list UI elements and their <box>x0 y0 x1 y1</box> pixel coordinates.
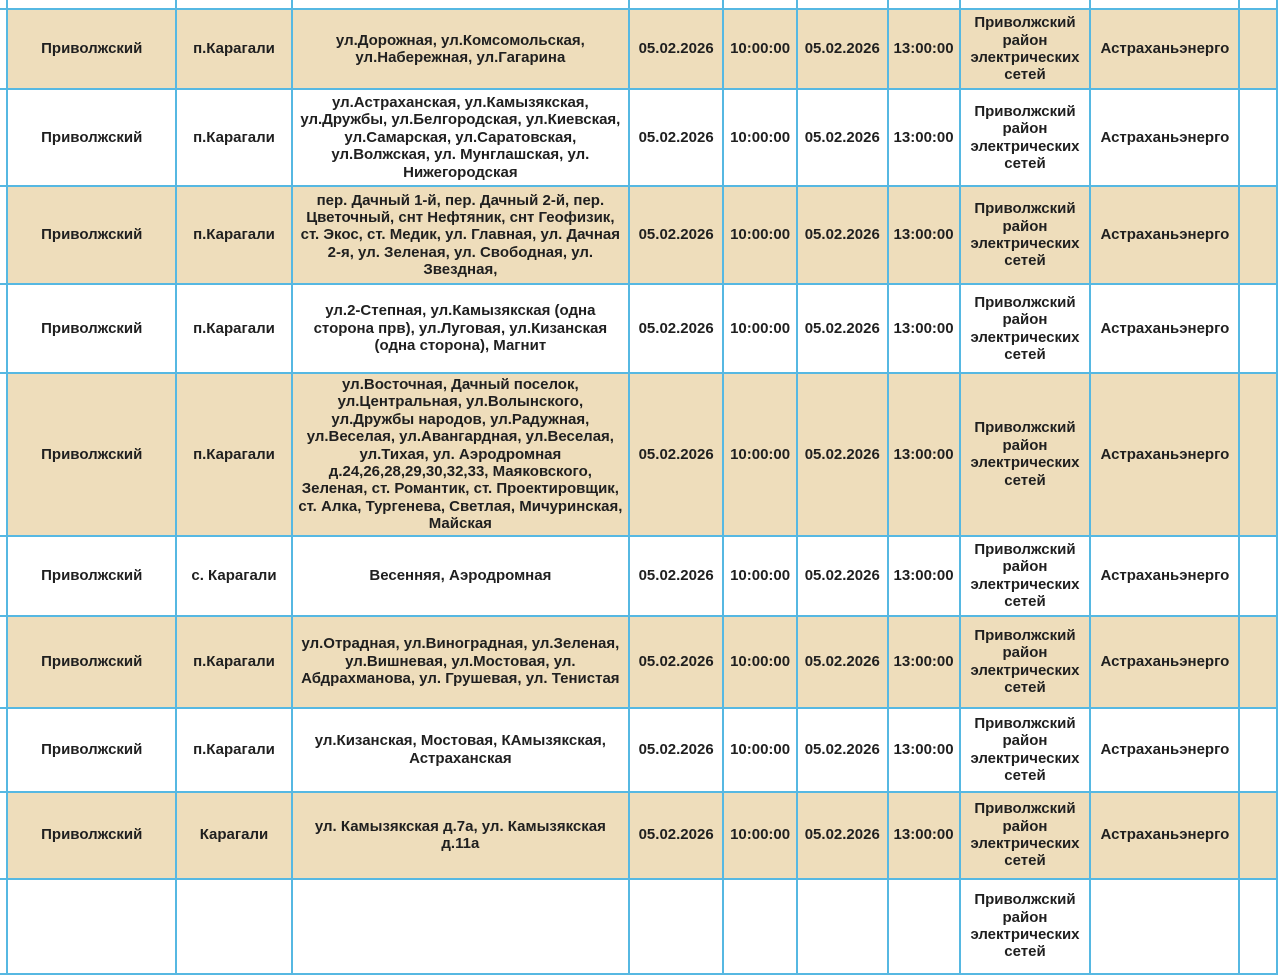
cell-streets: ул.Дорожная, ул.Комсомольская, ул.Набережная, ул.Гагарина <box>292 9 629 89</box>
cell-end-date: 05.02.2026 <box>797 9 888 89</box>
cell-settlement: п.Карагали <box>176 373 291 536</box>
cell-start-date: 05.02.2026 <box>629 792 723 879</box>
cell-end-time: 13:00:00 <box>888 708 960 792</box>
cell-end-time: 13:00:00 <box>888 284 960 373</box>
cell-network-org: Приволжский район электрических сетей <box>960 9 1091 89</box>
cell-network-org: Приволжский район электрических сетей <box>960 708 1091 792</box>
cell-start-time: 10:00:00 <box>723 284 797 373</box>
cell-end-date <box>797 879 888 974</box>
cell-company: Астраханьэнерго <box>1090 186 1239 284</box>
cell-company: Астраханьэнерго <box>1090 284 1239 373</box>
cropped-left-sliver-cell <box>0 536 7 616</box>
cell-district: Приволжский <box>7 373 176 536</box>
cell-district: Приволжский <box>7 186 176 284</box>
cropped-right-sliver-cell <box>1239 792 1277 879</box>
cell-streets: пер. Дачный 1-й, пер. Дачный 2-й, пер. Цветочный, снт Нефтяник, снт Геофизик, ст. Экос, ст. Медик, ул. Главная, ул. Дачная 2-я, ул. Зеленая, ул. Свободная, ул. Звездная, <box>292 186 629 284</box>
cell-company <box>1090 879 1239 974</box>
cropped-left-sliver-cell <box>0 879 7 974</box>
cell-end-date: 05.02.2026 <box>797 792 888 879</box>
cell-start-date: 05.02.2026 <box>629 9 723 89</box>
table-row <box>0 879 1277 974</box>
table-row <box>0 284 1277 373</box>
cell-settlement: с. Карагали <box>176 536 291 616</box>
cell-network-org: Приволжский район электрических сетей <box>960 792 1091 879</box>
cell-start-date <box>629 0 723 9</box>
cell-streets: ул.Астраханская, ул.Камызякская, ул.Дружбы, ул.Белгородская, ул.Киевская, ул.Самарская, ул.Саратовская, ул.Волжская, ул. Мунглашская, ул. Нижегородская <box>292 89 629 186</box>
cropped-left-sliver-cell <box>0 186 7 284</box>
cell-settlement: п.Карагали <box>176 186 291 284</box>
cropped-left-sliver-cell <box>0 616 7 708</box>
cell-end-time <box>888 879 960 974</box>
cell-settlement: п.Карагали <box>176 708 291 792</box>
table-row <box>0 708 1277 792</box>
cropped-left-sliver-cell <box>0 89 7 186</box>
cell-company: Астраханьэнерго <box>1090 708 1239 792</box>
cell-start-date: 05.02.2026 <box>629 616 723 708</box>
cell-end-time <box>888 0 960 9</box>
cell-start-time: 10:00:00 <box>723 186 797 284</box>
cropped-right-sliver-cell <box>1239 616 1277 708</box>
table-row <box>0 616 1277 708</box>
cell-network-org: Приволжский район электрических сетей <box>960 536 1091 616</box>
cropped-left-sliver-cell <box>0 792 7 879</box>
cell-district: Приволжский <box>7 616 176 708</box>
cell-streets: Весенняя, Аэродромная <box>292 536 629 616</box>
cropped-right-sliver-cell <box>1239 9 1277 89</box>
cell-start-time <box>723 0 797 9</box>
cell-start-time: 10:00:00 <box>723 373 797 536</box>
cell-streets: ул.Кизанская, Мостовая, КАмызякская, Астраханская <box>292 708 629 792</box>
cell-start-date: 05.02.2026 <box>629 536 723 616</box>
cell-start-date: 05.02.2026 <box>629 373 723 536</box>
cell-settlement: п.Карагали <box>176 616 291 708</box>
cell-end-time: 13:00:00 <box>888 89 960 186</box>
cropped-right-sliver-cell <box>1239 0 1277 9</box>
cell-company <box>1090 0 1239 9</box>
cell-settlement: Карагали <box>176 792 291 879</box>
cell-network-org <box>960 0 1091 9</box>
cell-district: Приволжский <box>7 89 176 186</box>
cell-end-date: 05.02.2026 <box>797 536 888 616</box>
cell-network-org: Приволжский район электрических сетей <box>960 89 1091 186</box>
cropped-right-sliver-cell <box>1239 536 1277 616</box>
cell-start-time: 10:00:00 <box>723 708 797 792</box>
cell-start-time: 10:00:00 <box>723 89 797 186</box>
cell-end-time: 13:00:00 <box>888 536 960 616</box>
cell-network-org: Приволжский район электрических сетей <box>960 284 1091 373</box>
cell-streets: ул.2-Степная, ул.Камызякская (одна сторона прв), ул.Луговая, ул.Кизанская (одна сторона), Магнит <box>292 284 629 373</box>
cell-end-date: 05.02.2026 <box>797 373 888 536</box>
cropped-left-sliver-cell <box>0 0 7 9</box>
cell-company: Астраханьэнерго <box>1090 792 1239 879</box>
cell-start-time: 10:00:00 <box>723 536 797 616</box>
cell-start-time: 10:00:00 <box>723 792 797 879</box>
cell-start-time: 10:00:00 <box>723 9 797 89</box>
cell-network-org: Приволжский район электрических сетей <box>960 879 1091 974</box>
cropped-left-sliver-cell <box>0 284 7 373</box>
cell-start-time: 10:00:00 <box>723 616 797 708</box>
cell-end-date <box>797 0 888 9</box>
cell-district: Приволжский <box>7 792 176 879</box>
cell-streets: ул. Камызякская д.7а, ул. Камызякская д.11а <box>292 792 629 879</box>
cell-district: Приволжский <box>7 536 176 616</box>
cell-start-date: 05.02.2026 <box>629 284 723 373</box>
cell-end-time: 13:00:00 <box>888 616 960 708</box>
cell-end-time: 13:00:00 <box>888 373 960 536</box>
table-row <box>0 792 1277 879</box>
cell-end-date: 05.02.2026 <box>797 708 888 792</box>
cropped-left-sliver-cell <box>0 373 7 536</box>
cell-network-org: Приволжский район электрических сетей <box>960 373 1091 536</box>
cell-company: Астраханьэнерго <box>1090 9 1239 89</box>
cell-start-date: 05.02.2026 <box>629 708 723 792</box>
cell-streets: ул.Отрадная, ул.Виноградная, ул.Зеленая, ул.Вишневая, ул.Мостовая, ул. Абдрахманова, ул. Грушевая, ул. Тенистая <box>292 616 629 708</box>
table-row <box>0 0 1277 9</box>
cell-start-time <box>723 879 797 974</box>
cell-company: Астраханьэнерго <box>1090 536 1239 616</box>
cropped-right-sliver-cell <box>1239 284 1277 373</box>
cell-end-date: 05.02.2026 <box>797 89 888 186</box>
table-row <box>0 536 1277 616</box>
cell-end-date: 05.02.2026 <box>797 186 888 284</box>
table-row <box>0 186 1277 284</box>
cell-district <box>7 879 176 974</box>
cell-end-date: 05.02.2026 <box>797 616 888 708</box>
cell-end-time: 13:00:00 <box>888 9 960 89</box>
cropped-left-sliver-cell <box>0 9 7 89</box>
cell-district: Приволжский <box>7 708 176 792</box>
cropped-right-sliver-cell <box>1239 89 1277 186</box>
cell-settlement: п.Карагали <box>176 284 291 373</box>
cell-company: Астраханьэнерго <box>1090 89 1239 186</box>
cell-streets: ул.Восточная, Дачный поселок, ул.Центральная, ул.Волынского, ул.Дружбы народов, ул.Радужная, ул.Веселая, ул.Авангардная, ул.Веселая, ул.Тихая, ул. Аэродромная д.24,26,28,29,30,32,33, Маяковского, Зеленая, ст. Романтик, ст. Проектировщик, ст. Алка, Тургенева, Светлая, Мичуринская, Майская <box>292 373 629 536</box>
cell-end-time: 13:00:00 <box>888 186 960 284</box>
cropped-right-sliver-cell <box>1239 186 1277 284</box>
cell-end-time: 13:00:00 <box>888 792 960 879</box>
table-row <box>0 373 1277 536</box>
cropped-right-sliver-cell <box>1239 708 1277 792</box>
cell-district: Приволжский <box>7 284 176 373</box>
cell-network-org: Приволжский район электрических сетей <box>960 186 1091 284</box>
cell-district <box>7 0 176 9</box>
cell-streets <box>292 0 629 9</box>
cell-start-date: 05.02.2026 <box>629 89 723 186</box>
cell-start-date: 05.02.2026 <box>629 186 723 284</box>
cell-settlement: п.Карагали <box>176 89 291 186</box>
cell-settlement: п.Карагали <box>176 9 291 89</box>
cell-streets <box>292 879 629 974</box>
cell-company: Астраханьэнерго <box>1090 373 1239 536</box>
cell-network-org: Приволжский район электрических сетей <box>960 616 1091 708</box>
cell-settlement <box>176 0 291 9</box>
cropped-right-sliver-cell <box>1239 879 1277 974</box>
table-row <box>0 9 1277 89</box>
cell-start-date <box>629 879 723 974</box>
table-row <box>0 89 1277 186</box>
cell-end-date: 05.02.2026 <box>797 284 888 373</box>
cropped-left-sliver-cell <box>0 708 7 792</box>
cell-company: Астраханьэнерго <box>1090 616 1239 708</box>
cell-settlement <box>176 879 291 974</box>
cell-district: Приволжский <box>7 9 176 89</box>
cropped-right-sliver-cell <box>1239 373 1277 536</box>
